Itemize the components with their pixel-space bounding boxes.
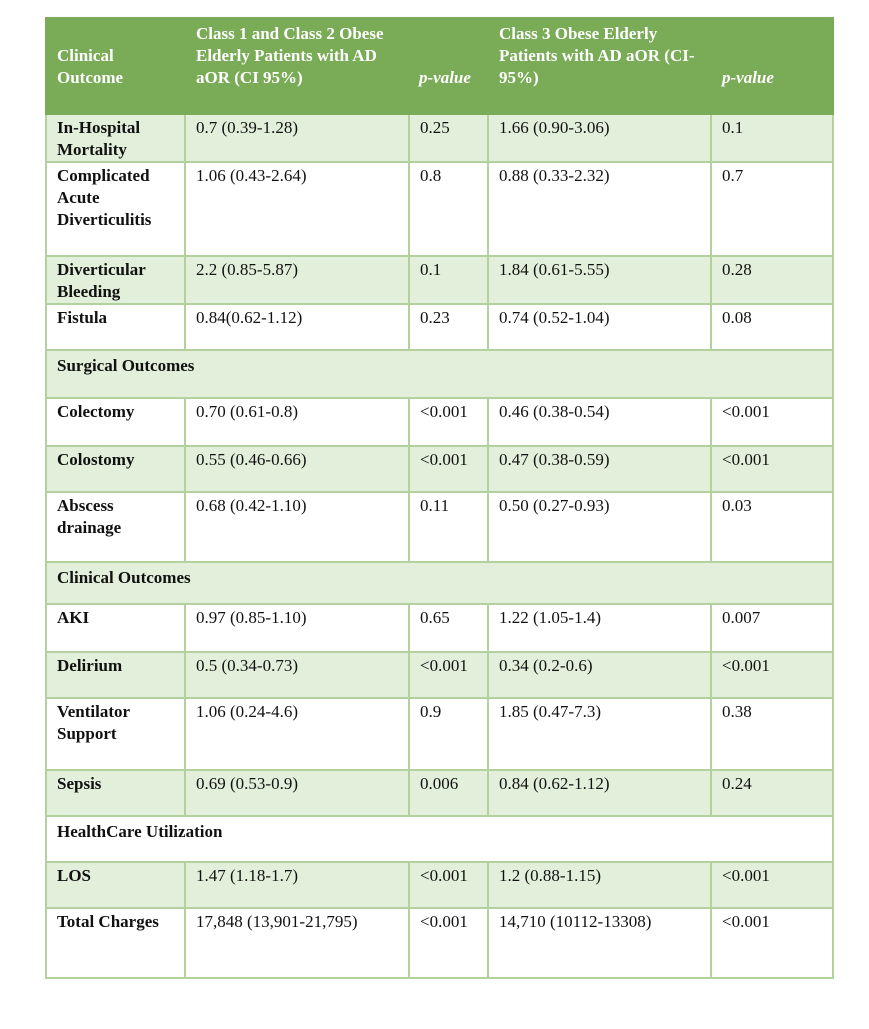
- outcomes-table: [45, 17, 834, 979]
- table-row: [46, 862, 833, 908]
- header-row: [46, 18, 833, 114]
- row-label: Diverticular Bleeding: [46, 256, 185, 304]
- row-label: Fistula: [46, 304, 185, 350]
- table-row: [46, 446, 833, 492]
- cell-p3: <0.001: [711, 398, 833, 446]
- cell-class3: 0.46 (0.38-0.54): [488, 398, 711, 446]
- cell-class3: 0.50 (0.27-0.93): [488, 492, 711, 562]
- table-row: [46, 492, 833, 562]
- cell-p3: 0.7: [711, 162, 833, 256]
- section-row: [46, 816, 833, 862]
- header-class12-aor: Class 1 and Class 2 Obese Elderly Patients with AD aOR (CI 95%): [185, 18, 409, 114]
- cell-p3: 0.03: [711, 492, 833, 562]
- section-healthcare-utilization: HealthCare Utilization: [46, 816, 833, 862]
- cell-class3: 1.84 (0.61-5.55): [488, 256, 711, 304]
- cell-class3: 0.88 (0.33-2.32): [488, 162, 711, 256]
- cell-p3: 0.007: [711, 604, 833, 652]
- row-label: Complicated Acute Diverticulitis: [46, 162, 185, 256]
- row-label: LOS: [46, 862, 185, 908]
- cell-class12: 0.70 (0.61-0.8): [185, 398, 409, 446]
- table-row: [46, 698, 833, 770]
- cell-class3: 1.2 (0.88-1.15): [488, 862, 711, 908]
- cell-p1: 0.11: [409, 492, 488, 562]
- row-label: Total Charges: [46, 908, 185, 978]
- table-row: [46, 908, 833, 978]
- row-label: In-Hospital Mortality: [46, 114, 185, 162]
- table-row: [46, 770, 833, 816]
- cell-p1: 0.25: [409, 114, 488, 162]
- cell-class12: 0.84(0.62-1.12): [185, 304, 409, 350]
- cell-class12: 1.47 (1.18-1.7): [185, 862, 409, 908]
- cell-class12: 1.06 (0.43-2.64): [185, 162, 409, 256]
- row-label: Ventilator Support: [46, 698, 185, 770]
- table-row: [46, 162, 833, 256]
- cell-class3: 0.34 (0.2-0.6): [488, 652, 711, 698]
- cell-class12: 17,848 (13,901-21,795): [185, 908, 409, 978]
- table-row: [46, 652, 833, 698]
- cell-p1: 0.65: [409, 604, 488, 652]
- cell-p1: <0.001: [409, 862, 488, 908]
- row-label: Sepsis: [46, 770, 185, 816]
- cell-p1: <0.001: [409, 446, 488, 492]
- cell-class3: 0.84 (0.62-1.12): [488, 770, 711, 816]
- cell-p3: 0.38: [711, 698, 833, 770]
- cell-p3: <0.001: [711, 446, 833, 492]
- cell-p3: 0.28: [711, 256, 833, 304]
- header-class3-aor: Class 3 Obese Elderly Patients with AD aOR (CI-95%): [488, 18, 711, 114]
- cell-p1: 0.23: [409, 304, 488, 350]
- cell-class12: 1.06 (0.24-4.6): [185, 698, 409, 770]
- row-label: Delirium: [46, 652, 185, 698]
- header-p-value-2: p-value: [711, 18, 833, 114]
- cell-p3: 0.24: [711, 770, 833, 816]
- cell-class3: 1.22 (1.05-1.4): [488, 604, 711, 652]
- row-label: Abscess drainage: [46, 492, 185, 562]
- cell-p1: 0.006: [409, 770, 488, 816]
- section-surgical-outcomes: Surgical Outcomes: [46, 350, 833, 398]
- cell-class12: 0.69 (0.53-0.9): [185, 770, 409, 816]
- cell-class3: 1.66 (0.90-3.06): [488, 114, 711, 162]
- cell-class3: 14,710 (10112-13308): [488, 908, 711, 978]
- cell-class12: 0.68 (0.42-1.10): [185, 492, 409, 562]
- cell-class3: 0.47 (0.38-0.59): [488, 446, 711, 492]
- table-row: [46, 256, 833, 304]
- cell-p1: <0.001: [409, 908, 488, 978]
- section-row: [46, 350, 833, 398]
- table-row: [46, 114, 833, 162]
- table-row: [46, 604, 833, 652]
- cell-p1: <0.001: [409, 398, 488, 446]
- cell-p3: <0.001: [711, 908, 833, 978]
- row-label: AKI: [46, 604, 185, 652]
- cell-class3: 1.85 (0.47-7.3): [488, 698, 711, 770]
- cell-p1: <0.001: [409, 652, 488, 698]
- row-label: Colectomy: [46, 398, 185, 446]
- cell-class12: 0.55 (0.46-0.66): [185, 446, 409, 492]
- cell-class12: 2.2 (0.85-5.87): [185, 256, 409, 304]
- row-label: Colostomy: [46, 446, 185, 492]
- cell-p3: 0.1: [711, 114, 833, 162]
- cell-class12: 0.97 (0.85-1.10): [185, 604, 409, 652]
- cell-p3: <0.001: [711, 652, 833, 698]
- section-row: [46, 562, 833, 604]
- cell-class12: 0.7 (0.39-1.28): [185, 114, 409, 162]
- table-row: [46, 304, 833, 350]
- table-row: [46, 398, 833, 446]
- cell-p1: 0.1: [409, 256, 488, 304]
- cell-p3: <0.001: [711, 862, 833, 908]
- cell-class12: 0.5 (0.34-0.73): [185, 652, 409, 698]
- cell-class3: 0.74 (0.52-1.04): [488, 304, 711, 350]
- header-clinical-outcome: Clinical Outcome: [46, 18, 185, 114]
- cell-p1: 0.9: [409, 698, 488, 770]
- cell-p1: 0.8: [409, 162, 488, 256]
- cell-p3: 0.08: [711, 304, 833, 350]
- section-clinical-outcomes: Clinical Outcomes: [46, 562, 833, 604]
- header-p-value-1: p-value: [409, 18, 488, 114]
